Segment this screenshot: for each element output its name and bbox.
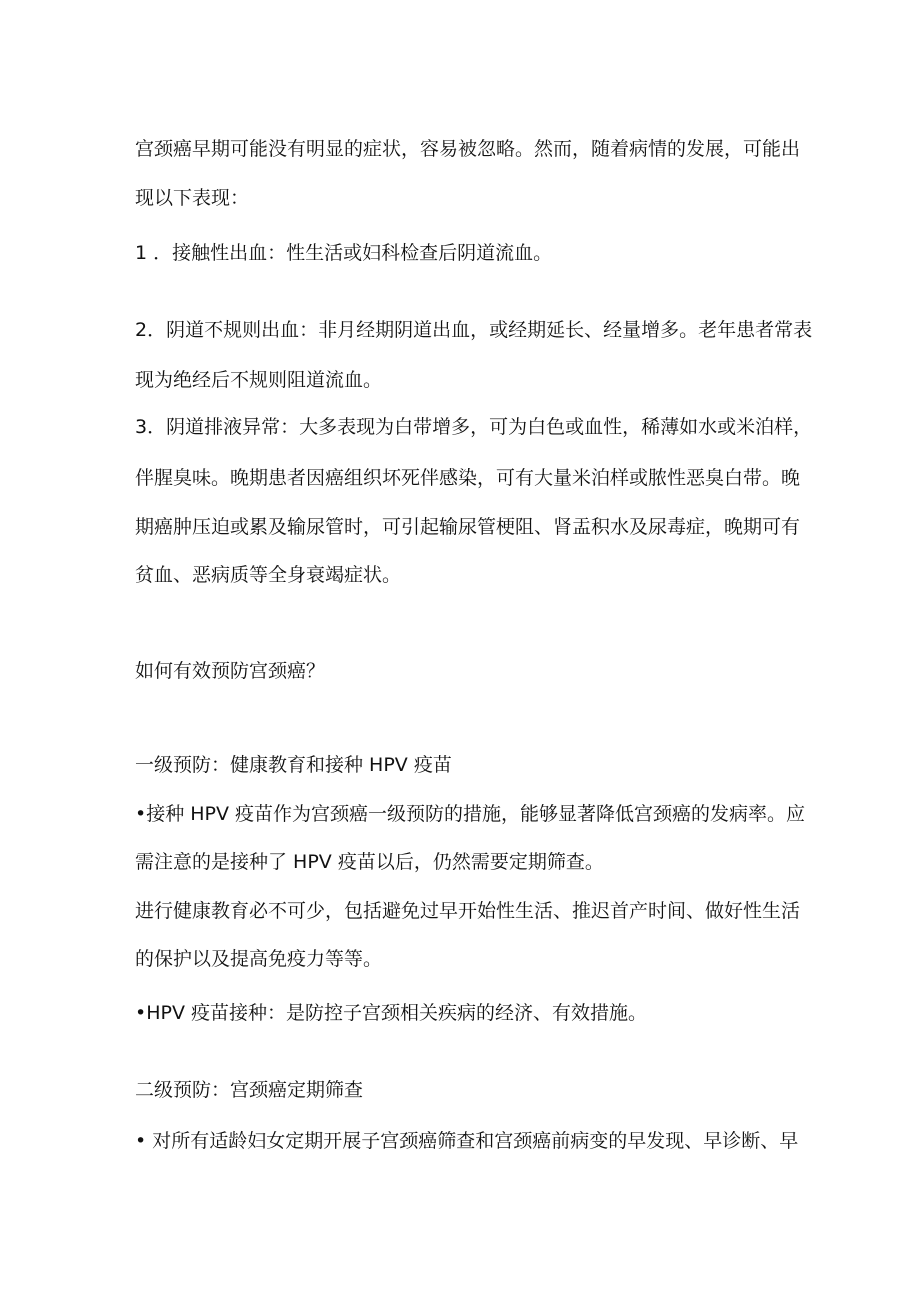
primary-bullet-1-line-1: •接种 HPV 疫苗作为宫颈癌一级预防的措施，能够显著降低宫颈癌的发病率。应 xyxy=(135,803,806,825)
symptom-item-3 xyxy=(135,414,813,440)
intro-line-1: 宫颈癌早期可能没有明显的症状，容易被忽略。然而，随着病情的发展，可能出 xyxy=(135,138,801,160)
symptom-item-2 xyxy=(135,317,813,343)
education-line-1: 进行健康教育必不可少，包括避免过早开始性生活、推迟首产时间、做好性生活 xyxy=(135,900,801,922)
symptom-text: ．阴道排液异常：大多表现为白带增多，可为白色或血性，稀薄如水或米泊样， xyxy=(147,416,813,438)
primary-prevention-heading: 一级预防：健康教育和接种 HPV 疫苗 xyxy=(135,754,452,776)
symptom-text: ．接触性出血：性生活或妇科检查后阴道流血。 xyxy=(153,242,553,264)
symptom-3-line-2: 伴腥臭味。晚期患者因癌组织坏死伴感染，可有大量米泊样或脓性恶臭白带。晚 xyxy=(135,467,801,489)
prevention-heading: 如何有效预防宫颈癌？ xyxy=(135,660,326,682)
education-line-2: 的保护以及提高免疫力等等。 xyxy=(135,948,383,970)
symptom-number: 1 xyxy=(135,242,148,264)
secondary-prevention-heading: 二级预防：宫颈癌定期筛查 xyxy=(135,1079,364,1101)
symptom-text: ．阴道不规则出血：非月经期阴道出血，或经期延长、经量增多。老年患者常表 xyxy=(147,319,813,341)
symptom-item-1 xyxy=(135,240,795,266)
symptom-3-line-3: 期癌肿压迫或累及输尿管时，可引起输尿管梗阻、肾盂积水及尿毒症，晚期可有 xyxy=(135,516,801,538)
symptom-number: 3 xyxy=(135,416,148,438)
primary-bullet-1-line-2: 需注意的是接种了 HPV 疫苗以后，仍然需要定期筛查。 xyxy=(135,851,604,873)
symptom-2-line-2: 现为绝经后不规则阻道流血。 xyxy=(135,369,383,391)
primary-bullet-2: •HPV 疫苗接种：是防控子宫颈相关疾病的经济、有效措施。 xyxy=(135,1002,647,1024)
symptom-3-line-4: 贫血、恶病质等全身衰竭症状。 xyxy=(135,564,402,586)
intro-line-2: 现以下表现： xyxy=(135,187,250,209)
symptom-number: 2 xyxy=(135,319,148,341)
secondary-bullet-1: • 对所有适龄妇女定期开展子宫颈癌筛查和宫颈癌前病变的早发现、早诊断、早 xyxy=(135,1130,799,1152)
